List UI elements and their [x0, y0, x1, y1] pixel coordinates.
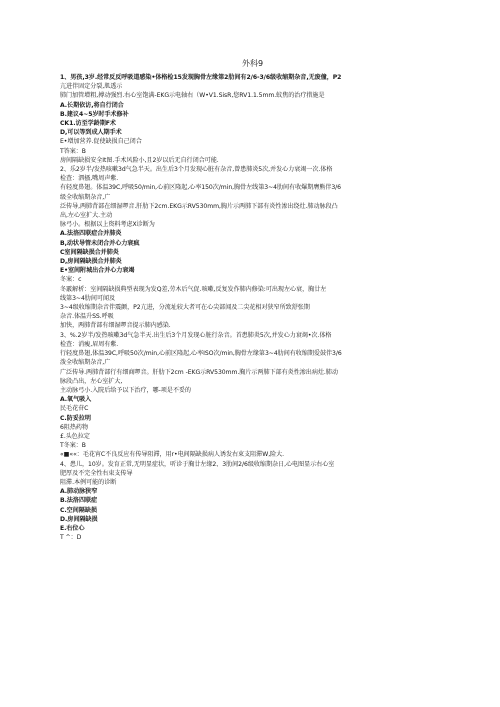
text-line: 主动脉弓小.入院后给予以下治疗，哪-项是不妥的: [60, 386, 191, 394]
text-line: B.法洛四联症: [60, 497, 98, 505]
text-line: 3~4级收缩期杂音伴震颤，P2亢进，分流址较大者可在心尖部闻及二尖花相对狭窄所致舒张期: [60, 304, 310, 312]
text-line: 脉段凸出，左心室扩大,: [60, 377, 123, 385]
text-line: 肺门加管增粗,搏动强烈.右心室饱满-EKG示电轴右（W•V1.SisR,您RV1.1.5mm.蚊焦的治疗措施是: [60, 92, 325, 100]
text-line: B.建议4~5岁时手术修补: [60, 110, 129, 118]
text-line: 脉弓小。根据以上资料考虑X诊断为: [60, 221, 155, 229]
text-line: D,房间隔缺损合并肺炎: [60, 258, 122, 266]
text-line: A.肺动脉狭窄: [60, 488, 98, 496]
text-line: D,可以等到成人期手术: [60, 129, 122, 137]
text-line: B,动状导管未闭合并心力衰疯: [60, 239, 140, 247]
text-line: 冬霰解析：室间隔缺损典型表现为发Q差,劳木后气促.咳嗽,反复发作肺内修染:可出现左心衰，胸廿左: [60, 285, 327, 293]
text-line: 6阻热药物: [60, 423, 89, 431]
text-line: A.法洛四联症合并肺炎: [60, 230, 122, 238]
text-line: 检查：消瘦,眉周有紫.: [60, 340, 119, 348]
text-line: 加快，两肺背部有细湿啰音提示肺内感染.: [60, 322, 171, 330]
text-line: 线第3~4肋间可闻及: [60, 294, 116, 302]
text-line: £.头色拉定: [60, 432, 90, 440]
document-page: [60, 58, 445, 542]
text-line: 3、%.2岁半/发热咳嗽3d气急半天.出生后3个月发现心脏行杂音。首患肺炎5次,并发心力衰竭•次.体格: [60, 331, 332, 339]
text-line: 亢进伴固定分裂,肌透示: [60, 83, 123, 91]
text-line: C室间隔缺损合并肺炎: [60, 248, 119, 256]
text-line: T冬案：B: [60, 442, 86, 450]
text-line: 肥厚及不完全性右束支传导: [60, 469, 133, 477]
text-line: 1、男孩,3岁.经常反反呼吸道感染•体格检15发现胸骨左缘第2肋间有2/6-3/6级收缩期杂音,无废僮，P2: [60, 74, 342, 81]
text-line: 泛传导,两肺背部在细湿啰音.肝肋下2cm.EKG示RV530mm,胸片示两肺下部有炎性渗出绕灶.肺动脉段凸: [60, 202, 338, 210]
text-line: E•室间附城出合并心力衰竭: [60, 267, 135, 275]
text-line: 民毛花苷C: [60, 405, 89, 413]
text-line: T答案：B: [60, 147, 86, 155]
page-title: 外科9: [241, 59, 264, 68]
text-line: A.氧气吸入: [60, 396, 92, 404]
text-line: 房间隔缺损安全It图.手术风险小,且2岁以后无自行闭合可能.: [60, 156, 219, 164]
text-line: 阻滞.本例可能的诊断: [60, 478, 117, 486]
text-line: E•增加营养.促使缺损自己闭合: [60, 138, 142, 146]
text-line: «■««：毛花宵C不良反应有传导阻滞，用r•电间隔缺损病人诱发右束支阻滞W,险大.: [60, 451, 285, 459]
text-line: D.房间隔缺损: [60, 515, 98, 523]
text-line: 广泛传导.两肺背部行有细商啰音。肝肋下2cm -EKG示RV530mm.胸片示两肺下部有炎性渗出病灶.肺动: [60, 368, 338, 376]
text-line: 泼全收缩期杂音,广: [60, 359, 111, 367]
text-line: C.防妥拉明: [60, 414, 91, 422]
text-line: 2、乐2岁半/发热咳嗽3d气急半天。出生后3个月发现心脏有杂音,曾患肺炎5次,并发心力衰竭一次.体格: [60, 166, 333, 174]
text-line: 出,左心室扩大.主动: [60, 212, 113, 220]
text-line: E.右位心: [60, 524, 85, 532]
text-line: T ^：D: [60, 534, 82, 542]
text-line: 杂音.体温升SS.呼吸: [60, 313, 114, 321]
text-line: CK1.访至学龄期F术: [60, 120, 116, 128]
text-line: 行轻度鼻翅,体温39C,呼吸50次/min,心前区隆起,心率ISO次/min,胸骨左缘第3~4肋间有收缩期爱鼓伴3/6: [60, 350, 342, 358]
text-line: A.长期依访,将自行闭合: [60, 101, 124, 109]
text-line: 冬案：c: [60, 276, 82, 284]
text-line: 有轻度鼻翅。体温39C,呼吸50/min,心前区隆起,心率150次/min,胸骨左线第3~4肋间有收爆期膺熊伴3/6: [60, 184, 341, 192]
text-line: C.空间隔缺损: [60, 506, 97, 514]
text-line: 检查：泗搔,嘴周声紫.: [60, 175, 119, 183]
text-line: 级全收缩期杂音,广: [60, 193, 111, 201]
document-body: [60, 73, 445, 542]
text-line: 4、患儿，10岁。发育正常,无明显症状，听诊于胸廿左缘2、3肋间2/6级收缩期杂日,心电图显示右心室: [60, 460, 335, 468]
